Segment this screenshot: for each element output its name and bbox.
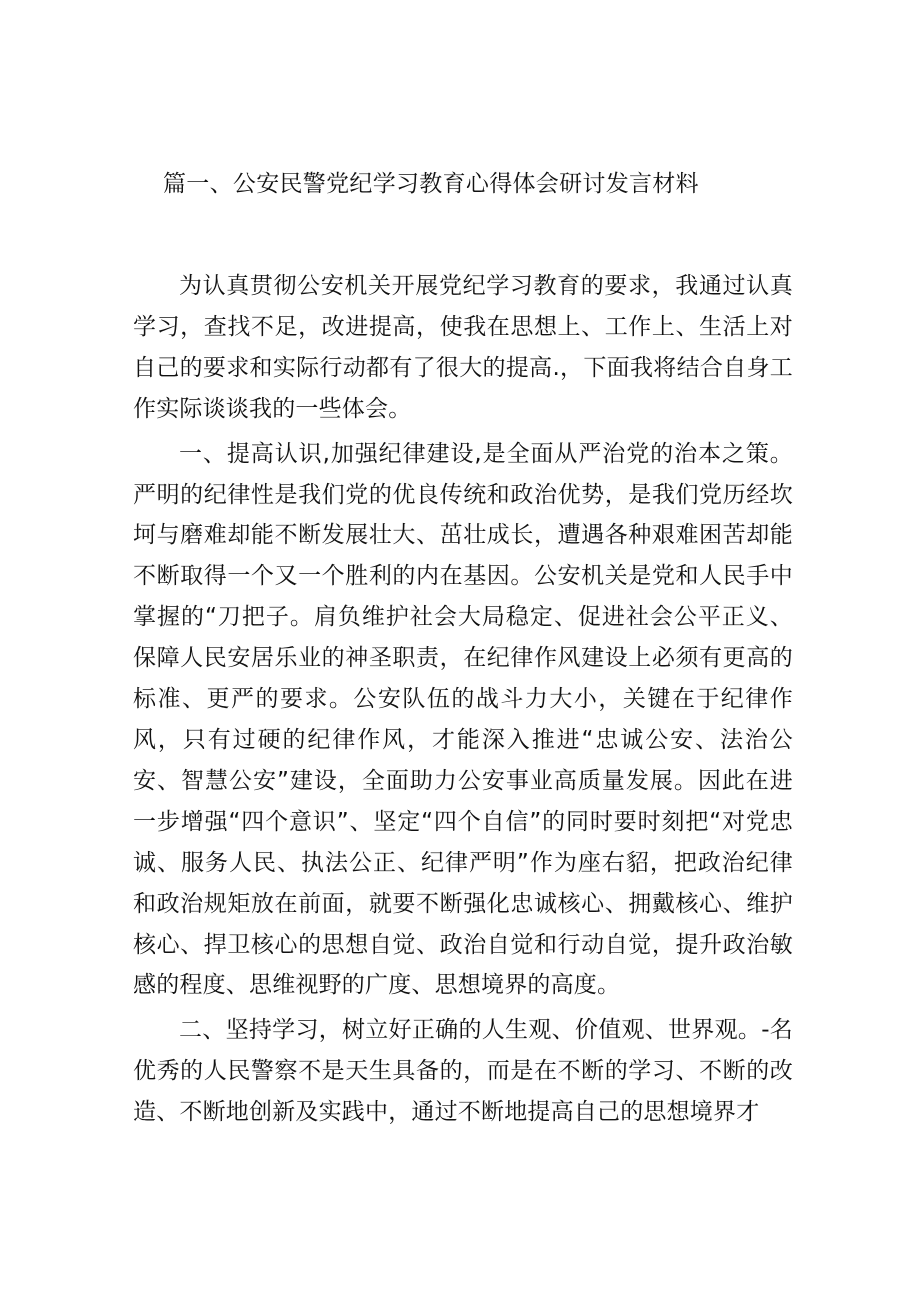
paragraph-section-one: 一、提高认识,加强纪律建设,是全面从严治党的治本之策。严明的纪律性是我们党的优良传统和政治优势，是我们党历经坎坷与磨难却能不断发展壮大、茁壮成长，遭遇各种艰难困苦却能不断取得一个又一个胜利的内在基因。公安机关是党和人民手中掌握的“刀把子。肩负维护社会大局稳定、促进社会公平正义、保障人民安居乐业的神圣职责，在纪律作风建设上必须有更高的标准、更严的要求。公安队伍的战斗力大小，关键在于纪律作风，只有过硬的纪律作风，才能深入推进“忠诚公安、法治公安、智慧公安”建设，全面助力公安事业高质量发展。因此在进一步增强“四个意识”、坚定“四个自信”的同时要时刻把“对党忠诚、服务人民、执法公正、纪律严明”作为座右貂，把政治纪律和政治规矩放在前面，就要不断强化忠诚核心、拥戴核心、维护核心、捍卫核心的思想自觉、政治自觉和行动自觉，提升政治敏感的程度、思维视野的广度、思想境界的高度。 <box>133 440 793 999</box>
paragraph-intro: 为认真贯彻公安机关开展党纪学习教育的要求，我通过认真学习，查找不足，改进提高，使我在思想上、工作上、生活上对自己的要求和实际行动都有了很大的提高.，下面我将结合自身工作实际谈谈我的一些体会。 <box>133 273 793 422</box>
document-title: 篇一、公安民警党纪学习教育心得体会研讨发言材料 <box>163 171 699 197</box>
document-body <box>133 266 793 1133</box>
paragraph-section-two: 二、坚持学习，树立好正确的人生观、价值观、世界观。-名优秀的人民警察不是天生具备的，而是在不断的学习、不断的改造、不断地创新及实践中，通过不断地提高自己的思想境界才 <box>133 1017 793 1126</box>
